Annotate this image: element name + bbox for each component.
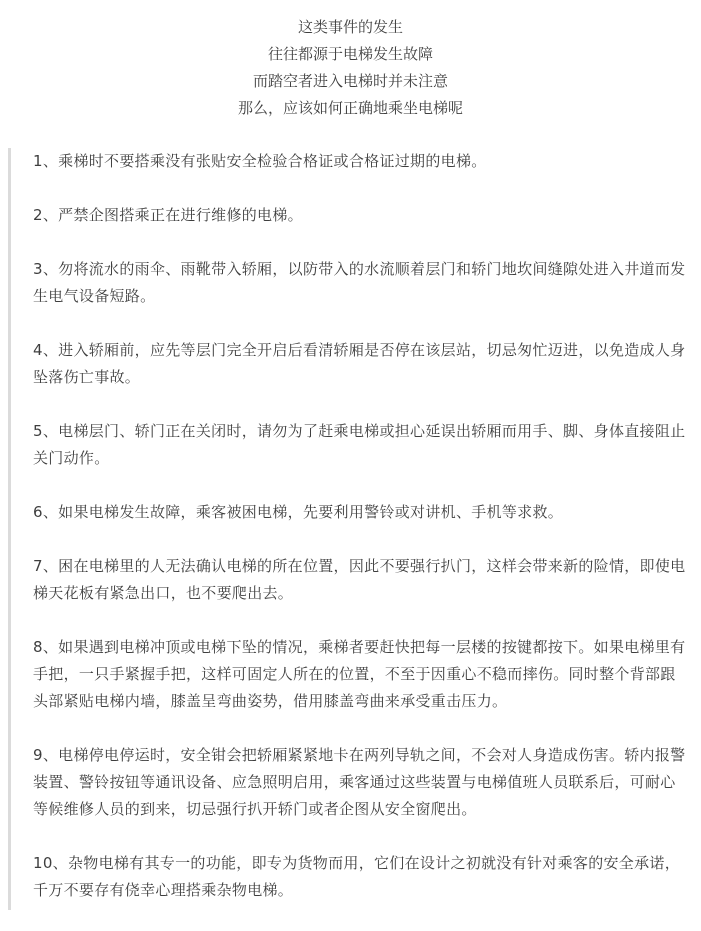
rule-item: 4、进入轿厢前，应先等层门完全开启后看清轿厢是否停在该层站，切忌匆忙迈进，以免造成人身坠落伤亡事故。 (33, 341, 686, 386)
rule-item: 6、如果电梯发生故障，乘客被困电梯，先要利用警铃或对讲机、手机等求救。 (33, 503, 564, 521)
rules-blockquote (0, 148, 701, 910)
intro-line: 而踏空者进入电梯时并未注意 (252, 72, 448, 90)
intro-block (0, 14, 701, 122)
rules-list (33, 148, 689, 931)
rule-item: 5、电梯层门、轿门正在关闭时，请勿为了赶乘电梯或担心延误出轿厢而用手、脚、身体直接阻止关门动作。 (33, 422, 686, 467)
rule-item: 7、困在电梯里的人无法确认电梯的所在位置，因此不要强行扒门，这样会带来新的险情，即使电梯天花板有紧急出口，也不要爬出去。 (33, 557, 686, 602)
rule-item: 1、乘梯时不要搭乘没有张贴安全检验合格证或合格证过期的电梯。 (33, 152, 487, 170)
rule-item: 10、杂物电梯有其专一的功能，即专为货物而用，它们在设计之初就没有针对乘客的安全承诺，千万不要存有侥幸心理搭乘杂物电梯。 (33, 854, 680, 899)
rule-item: 2、严禁企图搭乘正在进行维修的电梯。 (33, 206, 303, 224)
intro-line: 那么，应该如何正确地乘坐电梯呢 (237, 99, 463, 117)
rule-item: 3、勿将流水的雨伞、雨靴带入轿厢，以防带入的水流顺着层门和轿门地坎间缝隙处进入井道而发生电气设备短路。 (33, 260, 686, 305)
intro-line: 这类事件的发生 (297, 18, 403, 36)
intro-line: 往往都源于电梯发生故障 (267, 45, 433, 63)
rule-item: 8、如果遇到电梯冲顶或电梯下坠的情况，乘梯者要赶快把每一层楼的按键都按下。如果电梯里有手把，一只手紧握手把，这样可固定人所在的位置，不至于因重心不稳而摔伤。同时整个背部跟头部紧贴电梯内墙，膝盖呈弯曲姿势，借用膝盖弯曲来承受重击压力。 (33, 638, 686, 710)
blockquote-bar (8, 148, 11, 910)
rule-item: 9、电梯停电停运时，安全钳会把轿厢紧紧地卡在两列导轨之间，不会对人身造成伤害。轿内报警装置、警铃按钮等通讯设备、应急照明启用，乘客通过这些装置与电梯值班人员联系后，可耐心等候维修人员的到来，切忌强行扒开轿门或者企图从安全窗爬出。 (33, 746, 686, 818)
